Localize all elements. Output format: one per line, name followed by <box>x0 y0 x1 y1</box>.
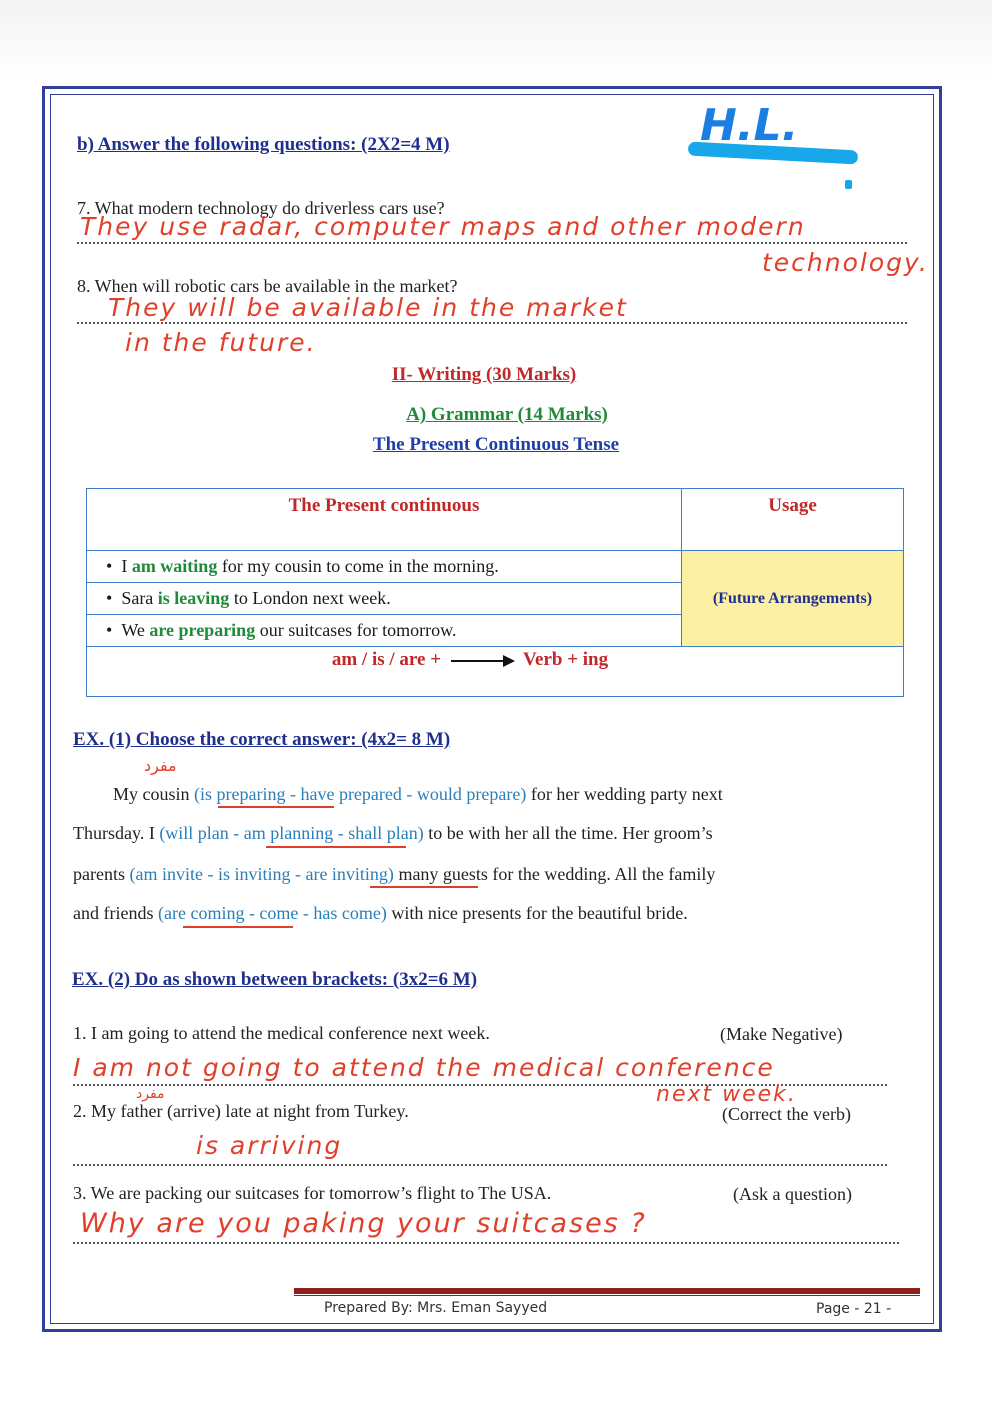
ex1-text: to be with her all the time. Her groom’s <box>423 823 713 843</box>
tense-title <box>0 434 992 456</box>
answer-mark <box>266 846 406 848</box>
ex1-line-1 <box>113 775 723 814</box>
answer-line <box>73 1240 899 1244</box>
ex1-options: (is preparing - have prepared - would prepare) <box>194 784 527 804</box>
example-rest: to London next week. <box>229 588 391 608</box>
grammar-title <box>0 404 992 426</box>
example-sentence-3: • We are preparing our suitcases for tomorrow. <box>87 615 682 647</box>
answer-8-line1: They will be available in the market <box>108 293 628 322</box>
ex1-text: and friends <box>73 903 158 923</box>
ex1-line-3 <box>73 855 715 894</box>
footer-prepared-by: Prepared By: Mrs. Eman Sayyed <box>324 1300 548 1316</box>
answer-mark <box>183 926 293 928</box>
table-header-tense: The Present continuous <box>87 489 682 551</box>
ex1-text: My cousin <box>113 784 194 804</box>
formula-left: am / is / are + <box>331 649 442 670</box>
example-rest: for my cousin to come in the morning. <box>217 556 499 576</box>
ex2-answer-1-line1: I am not going to attend the medical conference <box>73 1053 775 1082</box>
example-rest: our suitcases for tomorrow. <box>255 620 457 640</box>
page-number: Page - 21 - <box>816 1301 892 1317</box>
answer-7-line1: They use radar, computer maps and other modern <box>80 212 806 241</box>
table-header-usage: Usage <box>682 489 904 551</box>
ex2-note: مفرد <box>136 1086 165 1102</box>
section-b-title: b) Answer the following questions: (2X2=4 M) <box>77 134 450 155</box>
ex1-title: EX. (1) Choose the correct answer: (4x2= 8 M) <box>73 729 451 750</box>
question-7: 7. What modern technology do driverless cars use? <box>77 198 445 218</box>
arrow-icon <box>451 660 513 662</box>
ex1-text: Thursday. I <box>73 823 160 843</box>
example-sentence-2: • Sara is leaving to London next week. <box>87 583 682 615</box>
ex2-answer-3: Why are you paking your suitcases ? <box>80 1208 647 1239</box>
example-subject: I <box>121 556 132 576</box>
answer-mark <box>218 806 334 808</box>
ex2-title: EX. (2) Do as shown between brackets: (3x2=6 M) <box>72 969 478 990</box>
grammar-title-text: A) Grammar (14 Marks) <box>406 404 608 425</box>
answer-7-line2: technology. <box>762 248 929 277</box>
answer-8-line2: in the future. <box>125 328 317 357</box>
ex1-note: مفرد <box>144 756 177 775</box>
formula-row <box>87 647 904 697</box>
ex2-instruction-2: (Correct the verb) <box>722 1104 851 1124</box>
example-subject: We <box>121 620 150 640</box>
answer-mark <box>370 886 478 888</box>
ex1-text: many guests for the wedding. All the family <box>393 864 716 884</box>
ex2-question-3: 3. We are packing our suitcases for tomorrow’s flight to The USA. <box>73 1183 552 1203</box>
formula-right: Verb + ing <box>523 649 609 670</box>
ex2-instruction-3: (Ask a question) <box>733 1184 852 1204</box>
example-sentence-1: • I am waiting for my cousin to come in the morning. <box>87 551 682 583</box>
ex1-text: with nice presents for the beautiful bride. <box>386 903 688 923</box>
ex1-text: parents <box>73 864 130 884</box>
ex2-answer-1-line2: next week. <box>656 1082 797 1107</box>
question-8: 8. When will robotic cars be available in the market? <box>77 276 458 296</box>
ex2-question-1: 1. I am going to attend the medical conference next week. <box>73 1023 490 1043</box>
example-verb: am waiting <box>131 556 218 576</box>
ex2-answer-2: is arriving <box>196 1131 343 1160</box>
ex2-instruction-1: (Make Negative) <box>720 1024 843 1044</box>
example-subject: Sara <box>121 588 158 608</box>
ex1-options: (are coming - come - has come) <box>157 903 387 923</box>
example-verb: is leaving <box>157 588 230 608</box>
footer-bar-thin <box>294 1295 920 1296</box>
table-row <box>87 551 904 583</box>
ex1-options: (will plan - am planning - shall plan) <box>159 823 424 843</box>
ex2-question-2: 2. My father (arrive) late at night from Turkey. <box>73 1101 409 1121</box>
ex1-text: for her wedding party next <box>526 784 723 804</box>
answer-line <box>73 1162 887 1166</box>
usage-cell: (Future Arrangements) <box>682 551 904 647</box>
ex1-line-4 <box>73 894 688 933</box>
tense-title-text: The Present Continuous Tense <box>372 434 620 455</box>
scan-header-shadow <box>0 0 992 80</box>
writing-title <box>0 364 992 386</box>
writing-title-text: II- Writing (30 Marks) <box>391 364 577 385</box>
footer-bar <box>294 1288 920 1294</box>
hl-stamp: H.L. <box>700 100 799 151</box>
stamp-dot <box>845 180 852 189</box>
example-verb: are preparing <box>149 620 256 640</box>
grammar-table <box>86 488 904 697</box>
ex1-options: (am invite - is inviting - are inviting) <box>129 864 394 884</box>
